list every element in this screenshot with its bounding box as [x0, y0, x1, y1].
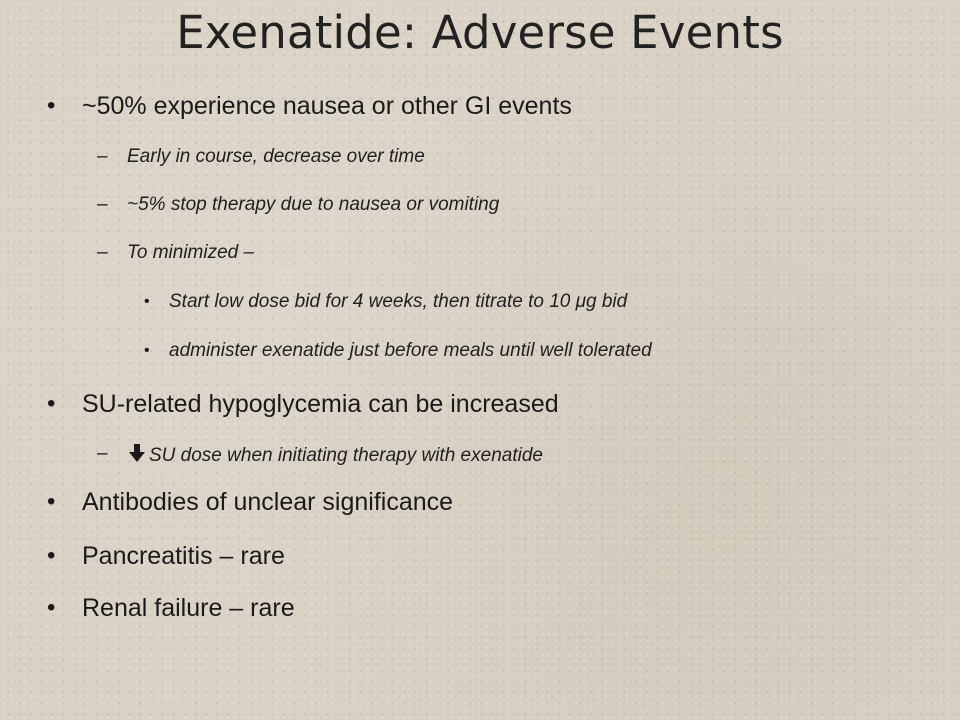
down-arrow-icon: [127, 443, 149, 469]
dash-marker: –: [97, 242, 108, 263]
sub-item-stop-therapy: ~5% stop therapy due to nausea or vomiting: [127, 194, 500, 215]
bullet-item-nausea: ~50% experience nausea or other GI events: [82, 92, 572, 120]
sub-sub-item-before-meals: administer exenatide just before meals until well tolerated: [169, 340, 652, 361]
sub-sub-item-start-low-dose: Start low dose bid for 4 weeks, then titrate to 10 μg bid: [169, 291, 628, 312]
bullet-marker: •: [47, 488, 56, 515]
bullet-marker: •: [47, 594, 56, 621]
sub-item-su-dose-text: SU dose when initiating therapy with exenatide: [149, 445, 543, 466]
bullet-marker: •: [47, 542, 56, 569]
bullet-item-antibodies: Antibodies of unclear significance: [82, 488, 454, 516]
slide-title: Exenatide: Adverse Events: [176, 6, 784, 59]
bullet-marker: •: [47, 92, 56, 119]
bullet-item-renal-failure: Renal failure – rare: [82, 594, 295, 622]
sub-item-early-course: Early in course, decrease over time: [127, 146, 425, 167]
dash-marker: –: [97, 443, 108, 464]
sub-item-to-minimize: To minimized –: [127, 242, 255, 263]
sub-bullet-marker: •: [144, 293, 150, 310]
bullet-item-pancreatitis: Pancreatitis – rare: [82, 542, 285, 570]
sub-item-su-dose: [127, 443, 543, 469]
sub-bullet-marker: •: [144, 342, 150, 359]
bullet-item-hypoglycemia: SU-related hypoglycemia can be increased: [82, 390, 559, 418]
dash-marker: –: [97, 194, 108, 215]
dash-marker: –: [97, 146, 108, 167]
bullet-marker: •: [47, 390, 56, 417]
